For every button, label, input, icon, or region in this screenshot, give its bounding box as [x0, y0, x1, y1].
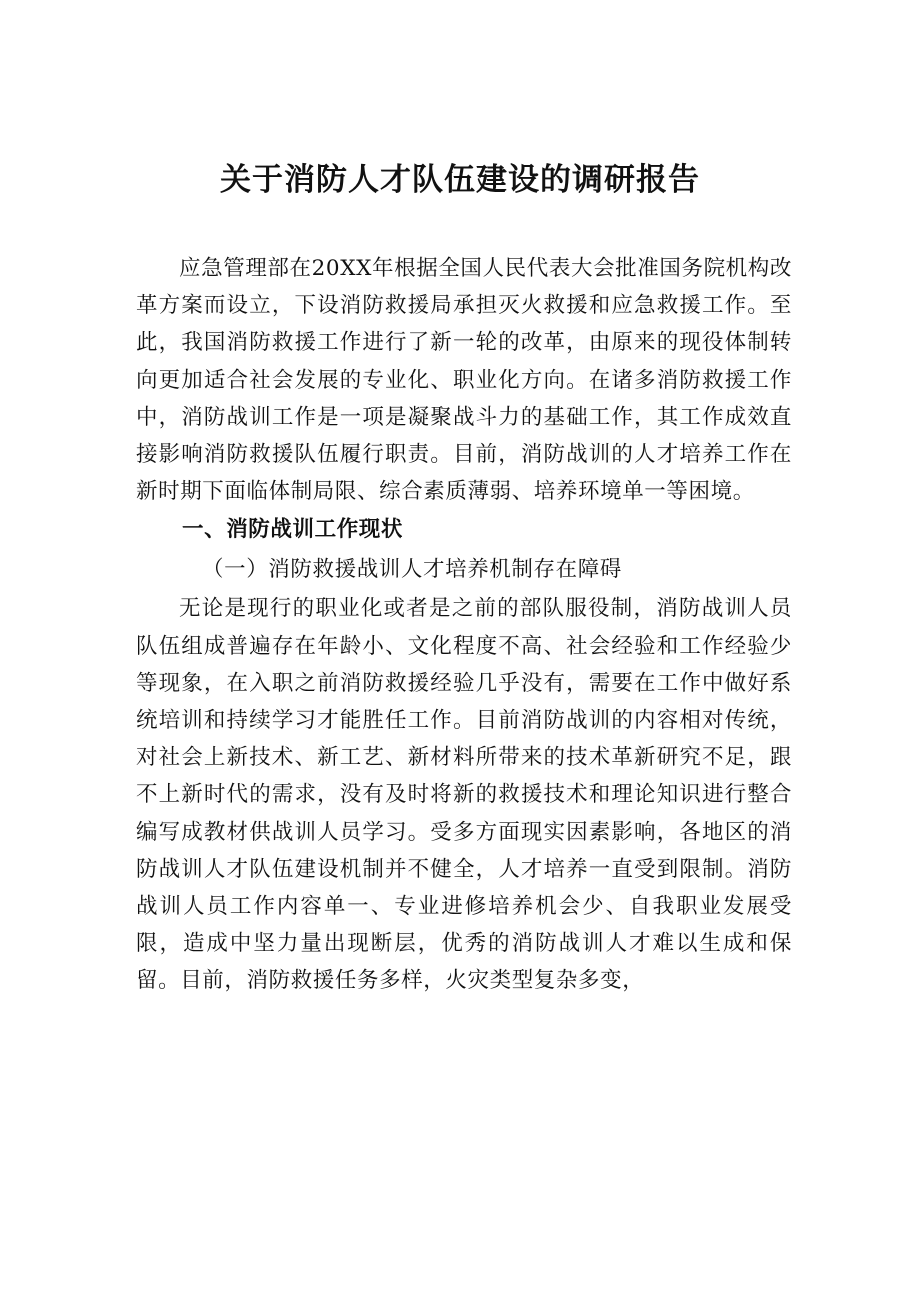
- section-heading: 一、消防战训工作现状: [182, 517, 404, 543]
- body-paragraph: 无论是现行的职业化或者是之前的部队服役制，消防战训人员队伍组成普遍存在年龄小、文化程度不高、社会经验和工作经验少等现象，在入职之前消防救援经验几乎没有，需要在工作中做好系统培训和持续学习才能胜任工作。目前消防战训的内容相对传统，对社会上新技术、新工艺、新材料所带来的技术革新研究不足，跟不上新时代的需求，没有及时将新的救援技术和理论知识进行整合编写成教材供战训人员学习。受多方面现实因素影响，各地区的消防战训人才队伍建设机制并不健全，人才培养一直受到限制。消防战训人员工作内容单一、专业进修培养机会少、自我职业发展受限，造成中坚力量出现断层，优秀的消防战训人才难以生成和保留。目前，消防救援任务多样，火灾类型复杂多变，: [136, 596, 792, 994]
- subsection-heading: （一）消防救援战训人才培养机制存在障碍: [202, 557, 622, 583]
- intro-paragraph: 应急管理部在20XX年根据全国人民代表大会批准国务院机构改革方案而设立，下设消防救援局承担灭火救援和应急救援工作。至此，我国消防救援工作进行了新一轮的改革，由原来的现役体制转向更加适合社会发展的专业化、职业化方向。在诸多消防救援工作中，消防战训工作是一项是凝聚战斗力的基础工作，其工作成效直接影响消防救援队伍履行职责。目前，消防战训的人才培养工作在新时期下面临体制局限、综合素质薄弱、培养环境单一等困境。: [136, 256, 792, 505]
- document-body: [136, 250, 792, 1000]
- document-title: 关于消防人才队伍建设的调研报告: [220, 162, 700, 198]
